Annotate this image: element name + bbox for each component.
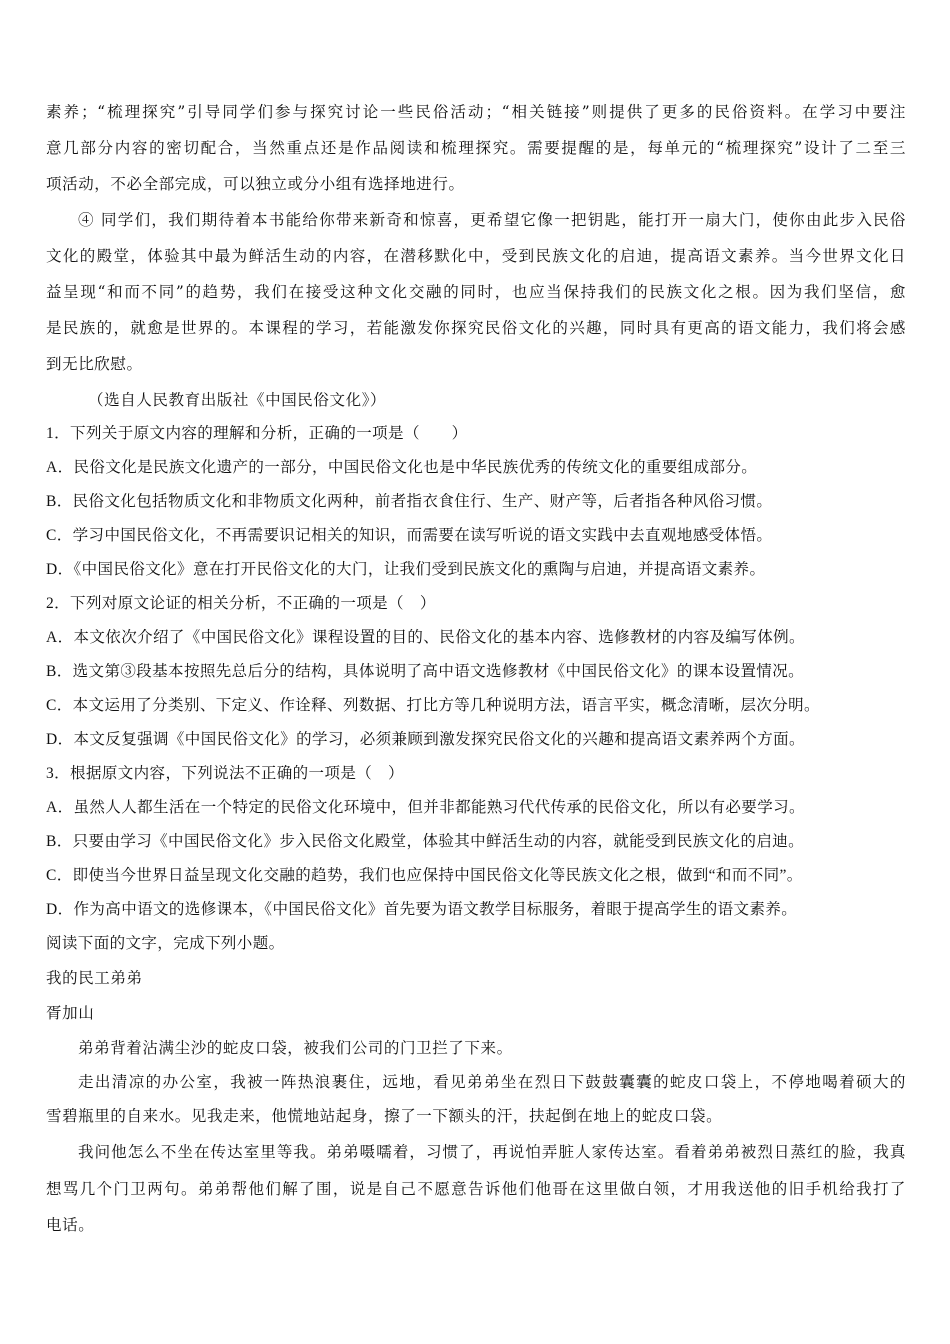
passage-line: 意几部分内容的密切配合，当然重点还是作品阅读和梳理探究。需要提醒的是，每单元的“梳理探究”设计了二至三: [46, 139, 906, 157]
passage-line: 益呈现“和而不同”的趋势，我们在接受这种文化交融的同时，也应当保持我们的民族文化之根。因为我们坚信，愈: [46, 283, 906, 301]
source-citation: （选自人民教育出版社《中国民俗文化》）: [88, 391, 387, 409]
question-stem: 2．下列对原文论证的相关分析，不正确的一项是（ ）: [46, 595, 436, 612]
passage-line: 是民族的，就愈是世界的。本课程的学习，若能激发你探究民俗文化的兴趣，同时具有更高的语文能力，我们将会感: [46, 319, 906, 337]
passage-line: 项活动，不必全部完成，可以独立或分小组有选择地进行。: [46, 175, 465, 193]
question-stem: 3．根据原文内容，下列说法不正确的一项是（ ）: [46, 765, 404, 782]
option-b: B．只要由学习《中国民俗文化》步入民俗文化殿堂，体验其中鲜活生动的内容，就能受到民族文化的启迪。: [46, 833, 805, 850]
story-line: 我问他怎么不坐在传达室里等我。弟弟嗫嚅着，习惯了，再说怕弄脏人家传达室。看着弟弟被烈日蒸红的脸，我真: [78, 1143, 906, 1161]
question-stem: 1．下列关于原文内容的理解和分析，正确的一项是（ ）: [46, 425, 468, 442]
passage-line: 到无比欣慰。: [46, 355, 143, 373]
passage-line: 素养；“梳理探究”引导同学们参与探究讨论一些民俗活动；“相关链接”则提供了更多的民俗资料。在学习中要注: [46, 103, 906, 121]
option-c: C．本文运用了分类别、下定义、作诠释、列数据、打比方等几种说明方法，语言平实，概念清晰，层次分明。: [46, 697, 820, 714]
story-title: 我的民工弟弟: [46, 969, 143, 987]
story-author: 胥加山: [46, 1004, 95, 1022]
story-line: 弟弟背着沾满尘沙的蛇皮口袋，被我们公司的门卫拦了下来。: [78, 1039, 513, 1057]
passage-line: ④ 同学们，我们期待着本书能给你带来新奇和惊喜，更希望它像一把钥匙，能打开一扇大门，使你由此步入民俗: [78, 211, 906, 229]
option-a: A．民俗文化是民族文化遗产的一部分，中国民俗文化也是中华民族优秀的传统文化的重要组成部分。: [46, 459, 758, 476]
option-b: B．选文第③段基本按照先总后分的结构，具体说明了高中语文选修教材《中国民俗文化》的课本设置情况。: [46, 663, 805, 680]
story-line: 雪碧瓶里的自来水。见我走来，他慌地站起身，擦了一下额头的汗，扶起倒在地上的蛇皮口袋。: [46, 1107, 723, 1125]
option-c: C．即使当今世界日益呈现文化交融的趋势，我们也应保持中国民俗文化等民族文化之根，做到“和而不同”。: [46, 867, 803, 884]
option-d: D．《中国民俗文化》意在打开民俗文化的大门，让我们受到民族文化的熏陶与启迪，并提高语文素养。: [46, 561, 766, 578]
passage-line: 文化的殿堂，体验其中最为鲜活生动的内容，在潜移默化中，受到民族文化的启迪，提高语文素养。当今世界文化日: [46, 247, 906, 265]
option-d: D．作为高中语文的选修课本，《中国民俗文化》首先要为语文教学目标服务，着眼于提高学生的语文素养。: [46, 901, 798, 918]
reading-instruction: 阅读下面的文字，完成下列小题。: [46, 935, 285, 952]
story-line: 想骂几个门卫两句。弟弟帮他们解了围，说是自己不愿意告诉他们他哥在这里做白领，才用我送他的旧手机给我打了: [46, 1180, 906, 1198]
story-line: 电话。: [46, 1216, 95, 1234]
option-b: B．民俗文化包括物质文化和非物质文化两种，前者指衣食住行、生产、财产等，后者指各种风俗习惯。: [46, 493, 773, 510]
option-a: A．本文依次介绍了《中国民俗文化》课程设置的目的、民俗文化的基本内容、选修教材的内容及编写体例。: [46, 629, 805, 646]
story-line: 走出清凉的办公室，我被一阵热浪裹住，远地，看见弟弟坐在烈日下鼓鼓囊囊的蛇皮口袋上，不停地喝着硕大的: [78, 1073, 906, 1091]
option-c: C．学习中国民俗文化，不再需要识记相关的知识，而需要在读写听说的语文实践中去直观地感受体悟。: [46, 527, 773, 544]
option-a: A．虽然人人都生活在一个特定的民俗文化环境中，但并非都能熟习代代传承的民俗文化，所以有必要学习。: [46, 799, 805, 816]
option-d: D．本文反复强调《中国民俗文化》的学习，必须兼顾到激发探究民俗文化的兴趣和提高语文素养两个方面。: [46, 731, 805, 748]
